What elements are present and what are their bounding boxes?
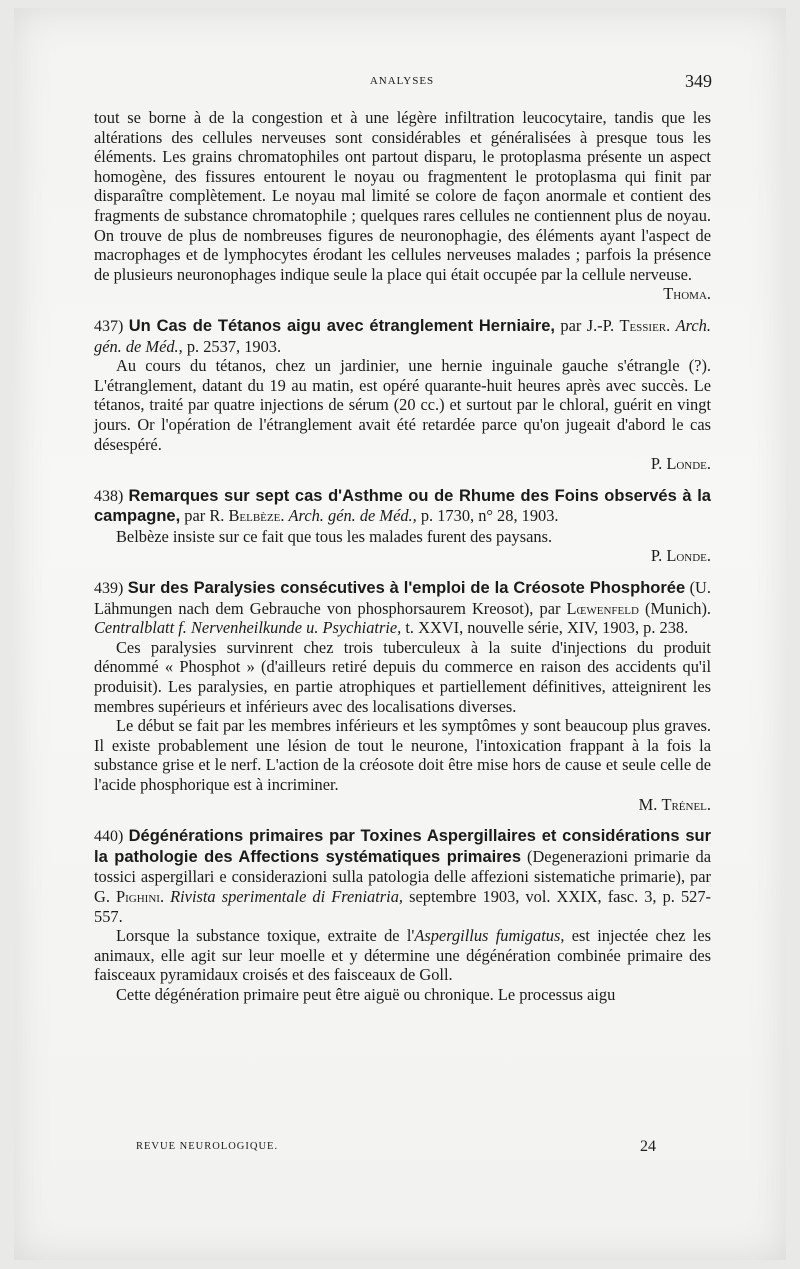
entry-440 xyxy=(94,826,711,1004)
page-header xyxy=(92,71,712,93)
entry-heading xyxy=(94,578,711,638)
entry-details: p. 2537, 1903. xyxy=(182,336,282,356)
entry-author: Belbèze xyxy=(228,506,281,526)
entry-heading xyxy=(94,486,711,527)
entry-text xyxy=(94,926,711,985)
reviewer-initial: P. xyxy=(650,546,667,566)
page-number: 349 xyxy=(685,71,712,91)
journal-name: REVUE NEUROLOGIQUE. xyxy=(136,1141,279,1152)
reviewer-name: Londe. xyxy=(666,546,711,566)
entry-number: 439) xyxy=(94,580,124,598)
entry-text: Au cours du tétanos, chez un jardinier, une hernie inguinale gauche s'étrangle (?). L'étranglement, datant du 19 au matin, est opéré quarante-huit heures après avec succès. Le tétanos, traité par quatre injections de sérum (20 cc.) et surtout par le chloral, guérit en vingt jours. Or l'opération de l'étranglement avait été retardée parce qu'on jugeait d'abord le cas désespéré. xyxy=(94,356,711,454)
entry-title: Sur des Paralysies consécutives à l'emploi de la Créosote Phosphorée xyxy=(127,579,686,598)
entry-439 xyxy=(94,578,711,814)
organism-name: Aspergillus fumigatus, xyxy=(414,926,565,946)
reviewer-name: Londe. xyxy=(666,454,711,474)
reviewer-initial: M. xyxy=(638,794,662,814)
reviewer-name: Trénel. xyxy=(661,794,711,814)
entry-original-title: (U. Lähmungen nach dem Gebrauche von phosphorsaurem Kreosot), par xyxy=(94,578,711,618)
entry-text-part: Lorsque la substance toxique, extraite de l' xyxy=(116,926,415,946)
entry-signature xyxy=(94,546,711,566)
entry-source: Arch. gén. de Méd., xyxy=(288,506,417,526)
entry-original-title: (Degenerazioni primarie da tossici aspergillari e considerazioni sulla patologia delle affezioni sistematiche primarie), par G. xyxy=(94,846,711,906)
entry-author: Pighini xyxy=(116,886,160,906)
entry-438 xyxy=(94,486,711,566)
entry-separator: . xyxy=(666,315,676,335)
entry-separator: . xyxy=(280,506,289,526)
entry-details: septembre 1903, vol. XXIX, fasc. 3, p. 527-557. xyxy=(94,886,711,926)
entry-signature xyxy=(94,795,711,815)
page-sheet xyxy=(14,8,786,1260)
entry-number: 437) xyxy=(94,317,124,335)
entry-city: (Munich). xyxy=(638,598,711,618)
entry-text: Ces paralysies survinrent chez trois tuberculeux à la suite d'injections du produit dénommé « Phosphot » (d'ailleurs retiré depuis du commerce en raison des accidents qu'il produisit). Les paralysies, en partie atrophiques et partiellement définitives, atteignirent les membres supérieurs et inférieurs avec des localisations diverses. xyxy=(94,637,711,716)
entry-number: 438) xyxy=(94,487,124,505)
intro-paragraph: tout se borne à de la congestion et à une légère infiltration leucocytaire, tandis que les altérations des cellules nerveuses sont considérables et généralisées à presque tous les éléments. Les grains chromatophiles ont partout disparu, le protoplasma présente un aspect homogène, des fissures entourent le noyau ou fragmentent le protoplasma qui finit par disparaître complètement. Le noyau mal limité se colore de façon anormale et contient des fragments de substance chromatophile ; quelques rares cellules ne contiennent plus de noyau. On trouve de plus de nombreuses figures de neuronophagie, des éléments ayant l'aspect de macrophages et de lymphocytes érodant les cellules nerveuses malades ; parfois la présence de plusieurs neuronophages indique seule la place qui était occupée par la cellule nerveuse. xyxy=(94,108,711,284)
entry-details: t. XXVI, nouvelle série, XIV, 1903, p. 238. xyxy=(401,618,689,638)
reviewer-name: Thoma. xyxy=(663,284,711,304)
entry-text: Belbèze insiste sur ce fait que tous les malades furent des paysans. xyxy=(116,526,553,546)
entry-by: par R. xyxy=(180,506,229,526)
entry-author: Tessier xyxy=(619,315,667,335)
page-footer xyxy=(136,1138,656,1162)
entry-text: Cette dégénération primaire peut être aiguë ou chronique. Le processus aigu xyxy=(116,984,616,1004)
entry-source: Centralblatt f. Nervenheilkunde u. Psychiatrie, xyxy=(94,618,402,638)
article-body xyxy=(94,108,711,1005)
entry-text-part: est injectée chez les animaux, elle agit sur leur moelle et y détermine une dégénération combinée primaire des faisceaux pyramidaux croisés et des faisceaux de Goll. xyxy=(94,926,711,985)
intro-signature xyxy=(94,284,711,304)
entry-heading xyxy=(94,826,711,926)
entry-text: Le début se fait par les membres inférieurs et les symptômes y sont beaucoup plus graves. Il existe probablement une lésion de tout le neurone, l'intoxication frappant à la fois la substance grise et le nerf. L'action de la créosote doit être mise hors de cause et seule celle de l'acide phosphorique est à incriminer. xyxy=(94,716,711,794)
running-head: ANALYSES xyxy=(369,75,435,87)
entry-title: Un Cas de Tétanos aigu avec étranglement Herniaire, xyxy=(128,316,555,335)
entry-by: par J.-P. xyxy=(555,315,620,335)
entry-separator: . xyxy=(159,886,171,906)
entry-author: Lœwenfeld xyxy=(566,598,639,618)
reviewer-initial: P. xyxy=(650,454,667,474)
entry-title: Remarques sur sept cas d'Asthme ou de Rhume des Foins observés à la campagne, xyxy=(94,486,711,526)
entry-title: Dégénérations primaires par Toxines Aspergillaires et considérations sur la pathologie des Affections systématiques primaires xyxy=(94,827,711,866)
entry-source: Rivista sperimentale di Freniatria, xyxy=(170,886,404,906)
entry-signature xyxy=(94,454,711,474)
entry-number: 440) xyxy=(94,828,124,846)
entry-details: p. 1730, n° 28, 1903. xyxy=(416,506,559,526)
entry-source: Arch. gén. de Méd., xyxy=(94,315,711,356)
entry-437 xyxy=(94,316,711,474)
signature-mark: 24 xyxy=(640,1138,656,1155)
entry-heading xyxy=(94,316,711,356)
